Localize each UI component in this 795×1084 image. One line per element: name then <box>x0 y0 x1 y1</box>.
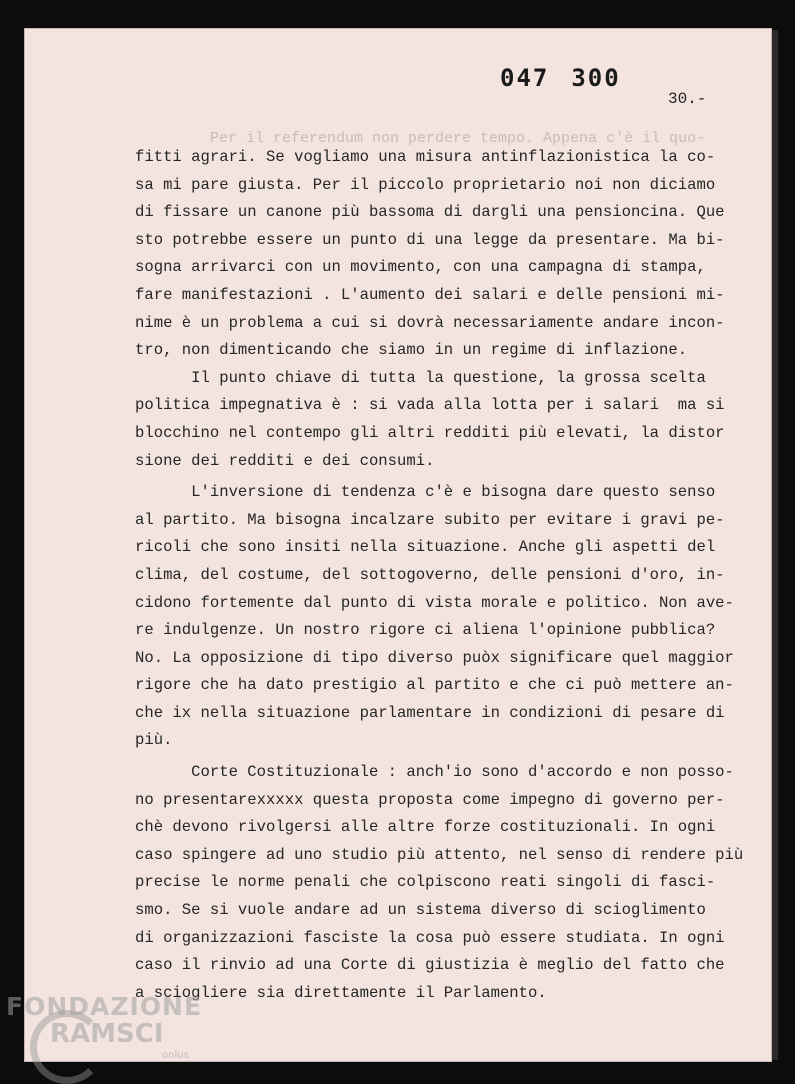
archive-number-left: 047 <box>500 64 550 92</box>
text-line: al partito. Ma bisogna incalzare subito per evitare i gravi pe- <box>135 510 725 529</box>
text-line: Corte Costituzionale : anch'io sono d'accordo e non posso- <box>135 763 734 782</box>
body-text <box>135 144 745 1007</box>
page-number: 30.- <box>668 90 707 108</box>
text-line: chè devono rivolgersi alle altre forze costituzionali. In ogni <box>135 818 716 837</box>
text-line: nime è un problema a cui si dovrà necessariamente andare incon- <box>135 313 725 332</box>
text-line: politica impegnativa è : si vada alla lotta per i salari ma si <box>135 396 725 415</box>
text-line: ricoli che sono insiti nella situazione. Anche gli aspetti del <box>135 538 716 557</box>
text-line: No. La opposizione di tipo diverso puòx significare quel maggior <box>135 648 734 667</box>
text-line: di fissare un canone più bassoma di dargli una pensioncina. Que <box>135 203 725 222</box>
text-line: blocchino nel contempo gli altri redditi più elevati, la distor <box>135 423 725 442</box>
text-line: a sciogliere sia direttamente il Parlamento. <box>135 983 547 1002</box>
text-line: Il punto chiave di tutta la questione, la grossa scelta <box>135 368 706 387</box>
text-line: fitti agrari. Se vogliamo una misura antinflazionistica la co- <box>135 148 716 166</box>
text-line: caso il rinvio ad una Corte di giustizia è meglio del fatto che <box>135 956 725 975</box>
bleed-through-text: Per il referendum non perdere tempo. Appena c'è il quo- <box>210 130 706 147</box>
text-line: re indulgenze. Un nostro rigore ci aliena l'opinione pubblica? <box>135 621 716 640</box>
text-line: smo. Se si vuole andare ad un sistema diverso di scioglimento <box>135 901 706 920</box>
watermark-line-3: onlus <box>162 1050 189 1061</box>
archive-number <box>500 64 621 92</box>
text-line: sa mi pare giusta. Per il piccolo proprietario noi non diciamo <box>135 175 716 194</box>
text-line: sto potrebbe essere un punto di una legge da presentare. Ma bi- <box>135 230 725 249</box>
text-line: tro, non dimenticando che siamo in un regime di inflazione. <box>135 341 688 360</box>
text-line: più. <box>135 731 173 750</box>
text-line: di organizzazioni fasciste la cosa può essere studiata. In ogni <box>135 928 725 947</box>
text-line: rigore che ha dato prestigio al partito e che ci può mettere an- <box>135 676 734 695</box>
watermark-line-1: FONDAZIONE <box>6 992 203 1021</box>
text-line: L'inversione di tendenza c'è e bisogna dare questo senso <box>135 483 716 502</box>
text-line: caso spingere ad uno studio più attento, nel senso di rendere più <box>135 845 744 864</box>
page-edge <box>772 30 778 1060</box>
text-line: cidono fortemente dal punto di vista morale e politico. Non ave- <box>135 593 734 612</box>
text-line: che ix nella situazione parlamentare in condizioni di pesare di <box>135 703 725 722</box>
text-line: sione dei redditi e dei consumi. <box>135 451 435 470</box>
text-line: sogna arrivarci con un movimento, con una campagna di stampa, <box>135 258 706 277</box>
archive-number-right: 300 <box>571 64 621 92</box>
watermark-line-2: RAMSCI <box>50 1019 164 1049</box>
text-line: fare manifestazioni . L'aumento dei salari e delle pensioni mi- <box>135 285 725 304</box>
text-line: clima, del costume, del sottogoverno, delle pensioni d'oro, in- <box>135 565 725 584</box>
text-line: no presentarexxxxx questa proposta come impegno di governo per- <box>135 790 725 809</box>
text-line: precise le norme penali che colpiscono reati singoli di fasci- <box>135 873 716 892</box>
watermark-logo <box>6 992 202 1049</box>
